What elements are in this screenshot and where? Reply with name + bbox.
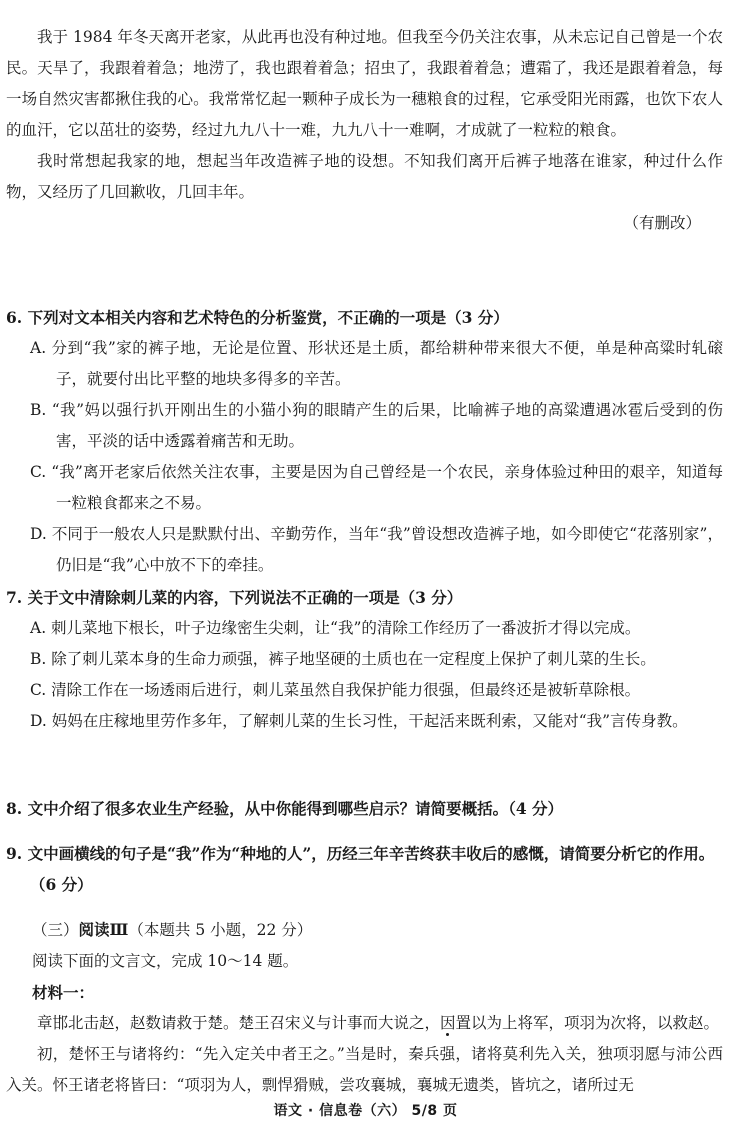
question-7-option-d: D. 妈妈在庄稼地里劳作多年，了解刺儿菜的生长习性，干起活来既利索，又能对“我”言传身教。 [30,712,688,730]
material-1-label: 材料一： [32,983,95,1002]
question-8-stem: 8. 文中介绍了很多农业生产经验，从中你能得到哪些启示？请简要概括。（4 分） [6,799,564,818]
section-instruction: 阅读下面的文言文，完成 10～14 题。 [32,952,299,970]
question-6-option-d: D. 不同于一般农人只是默默付出、辛勤劳作，当年“我”曾设想改造裤子地，如今即使它“花落别家”，仍旧是“我”心中放不下的牵挂。 [30,525,723,574]
section-heading [6,914,723,946]
question-9 [6,838,723,900]
classical-paragraph-1 [6,1008,723,1039]
classical-paragraph-1-b: 置以为上将军，项羽为次将，以救赵。 [455,1014,720,1032]
source-note: （有删改） [623,214,701,232]
question-8 [6,793,723,824]
question-6-stem: 6. 下列对文本相关内容和艺术特色的分析鉴赏，不正确的一项是（3 分） [6,308,509,327]
question-6-option-b: B. “我”妈以强行扒开刚出生的小猫小狗的眼睛产生的后果，比喻裤子地的高粱遭遇冰雹后受到的伤害，平淡的话中透露着痛苦和无助。 [30,401,723,450]
page-footer: 语文 · 信息卷（六） 5/8 页 [273,1103,458,1119]
section-label-prefix: （三） [32,921,79,939]
question-7-stem: 7. 关于文中清除刺儿菜的内容，下列说法不正确的一项是（3 分） [6,588,463,607]
question-6-option-a: A. 分到“我”家的裤子地，无论是位置、形状还是土质，都给耕种带来很大不便，单是种高粱时轧磙子，就要付出比平整的地块多得多的辛苦。 [30,339,723,388]
section-label-suffix: （本题共 5 小题，22 分） [128,921,313,939]
classical-paragraph-2: 初，楚怀王与诸将约：“先入定关中者王之。”当是时，秦兵强，诸将莫利先入关，独项羽愿与沛公西入关。怀王诸老将皆曰：“项羽为人，剽悍猾贼，尝攻襄城，襄城无遗类，皆坑之，诸所过无 [6,1045,723,1094]
classical-paragraph-1-a: 章邯北击赵，赵数请救于楚。楚王召宋义与计事而大说之， [37,1014,441,1032]
question-6 [6,302,723,581]
emphasis-dotted-char: 因 [440,1014,456,1032]
question-6-option-c: C. “我”离开老家后依然关注农事，主要是因为自己曾经是一个农民，亲身体验过种田的艰辛，知道每一粒粮食都来之不易。 [30,463,723,512]
passage-paragraph-2: 我时常想起我家的地，想起当年改造裤子地的设想。不知我们离开后裤子地落在谁家，种过什么作物，又经历了几回歉收，几回丰年。 [6,152,723,201]
passage-continuation [6,22,723,239]
section-label-bold: 阅读Ⅲ [78,920,129,939]
question-7-option-a: A. 刺儿菜地下根长，叶子边缘密生尖刺，让“我”的清除工作经历了一番波折才得以完成。 [30,619,641,637]
section-reading-3 [6,914,723,1101]
question-7 [6,582,723,737]
question-9-stem: 9. 文中画横线的句子是“我”作为“种地的人”，历经三年辛苦终获丰收后的感慨，请简要分析它的作用。（6 分） [6,844,715,894]
question-7-option-b: B. 除了刺儿菜本身的生命力顽强，裤子地坚硬的土质也在一定程度上保护了刺儿菜的生长。 [30,650,656,668]
question-7-option-c: C. 清除工作在一场透雨后进行，刺儿菜虽然自我保护能力很强，但最终还是被斩草除根。 [30,681,641,699]
passage-paragraph-1: 我于 1984 年冬天离开老家，从此再也没有种过地。但我至今仍关注农事，从未忘记自己曾是一个农民。天旱了，我跟着着急；地涝了，我也跟着着急；招虫了，我跟着着急；遭霜了，我还是跟着着急，每一场自然灾害都揪住我的心。我常常忆起一颗种子成长为一穗粮食的过程，它承受阳光雨露，也饮下农人的血汗，它以茁壮的姿势，经过九九八十一难，九九八十一难啊，才成就了一粒粒的粮食。 [6,28,723,139]
